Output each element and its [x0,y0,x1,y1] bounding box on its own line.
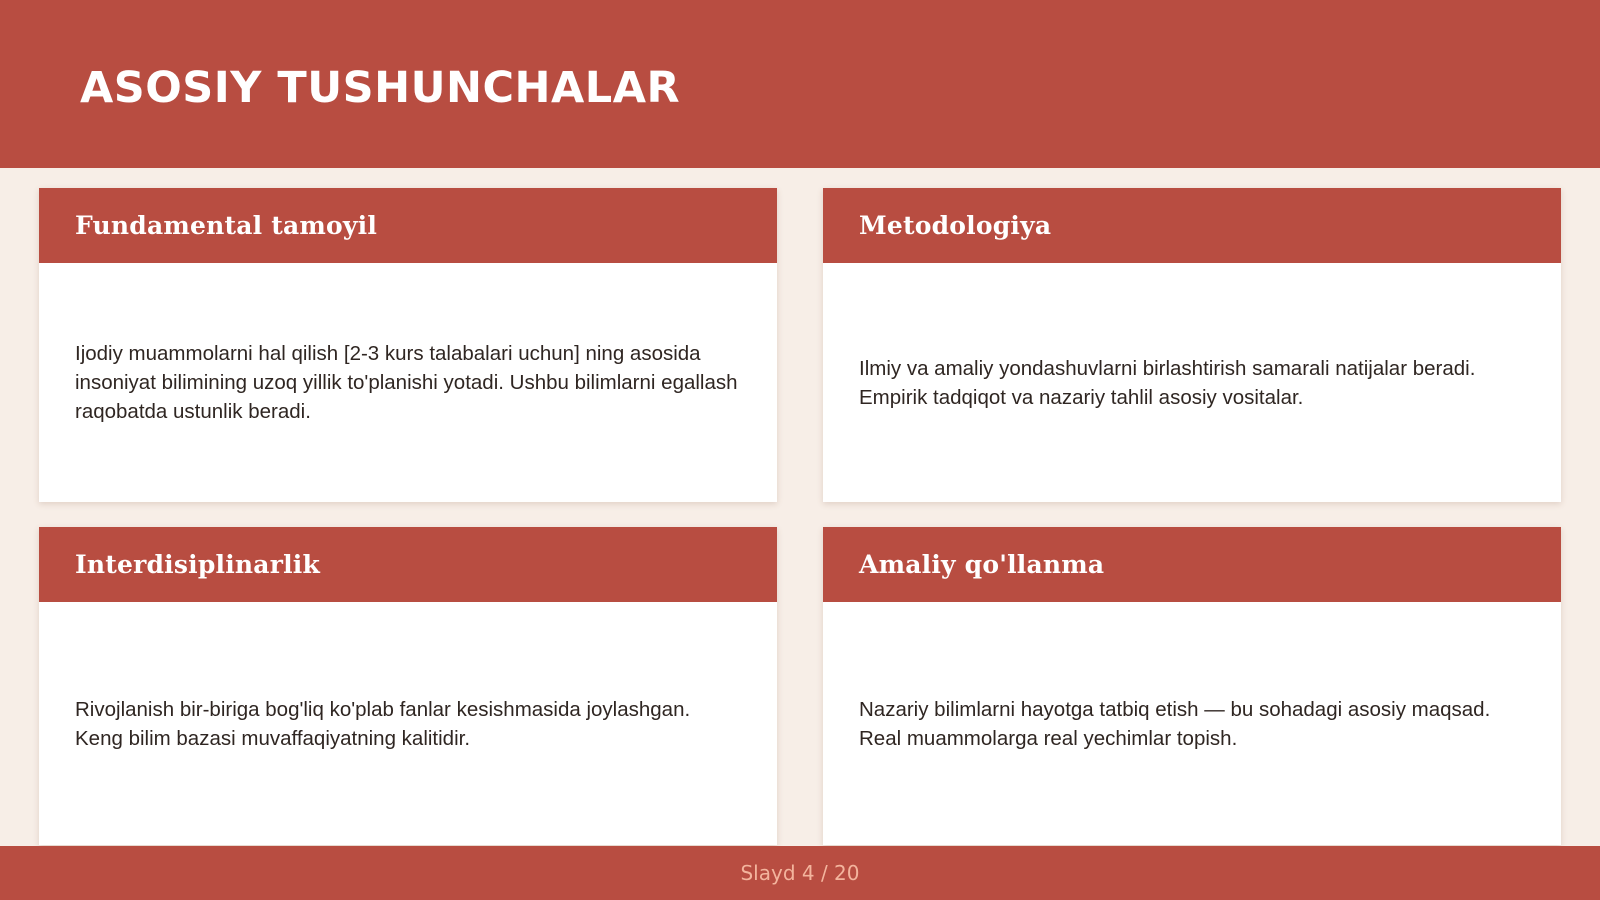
card-text: Rivojlanish bir-biriga bog'liq ko'plab fanlar kesishmasida joylashgan. Keng bilim bazasi muvaffaqiyatning kalitidir. [75,697,691,750]
slide-counter: Slayd 4 / 20 [740,861,860,885]
card-text: Ijodiy muammolarni hal qilish [2-3 kurs talabalari uchun] ning asosida insoniyat bilimining uzoq yillik to'planishi yotadi. Ushbu bilimlarni egallash raqobatda ustunlik beradi. [75,342,738,423]
slide-header [0,0,1600,168]
card-title: Metodologiya [859,211,1052,240]
card-body [39,263,777,502]
card-body [823,263,1561,502]
slide-footer [0,846,1600,900]
card-body [39,602,777,845]
slide-title: ASOSIY TUSHUNCHALAR [80,63,681,113]
card-text: Ilmiy va amaliy yondashuvlarni birlashtirish samarali natijalar beradi. Empirik tadqiqot va nazariy tahlil asosiy vositalar. [859,356,1476,409]
card-text: Nazariy bilimlarni hayotga tatbiq etish — bu sohadagi asosiy maqsad. Real muammolarga real yechimlar topish. [859,697,1491,750]
card-header [823,188,1561,263]
card-header [39,527,777,602]
card-title: Fundamental tamoyil [75,211,378,240]
card-header [39,188,777,263]
card-header [823,527,1561,602]
card-body [823,602,1561,845]
concept-card-practical-guide [823,527,1561,845]
concept-card-fundamental [39,188,777,502]
card-title: Amaliy qo'llanma [859,550,1105,579]
concept-card-methodology [823,188,1561,502]
concept-card-interdisciplinarity [39,527,777,845]
card-title: Interdisiplinarlik [75,550,320,579]
